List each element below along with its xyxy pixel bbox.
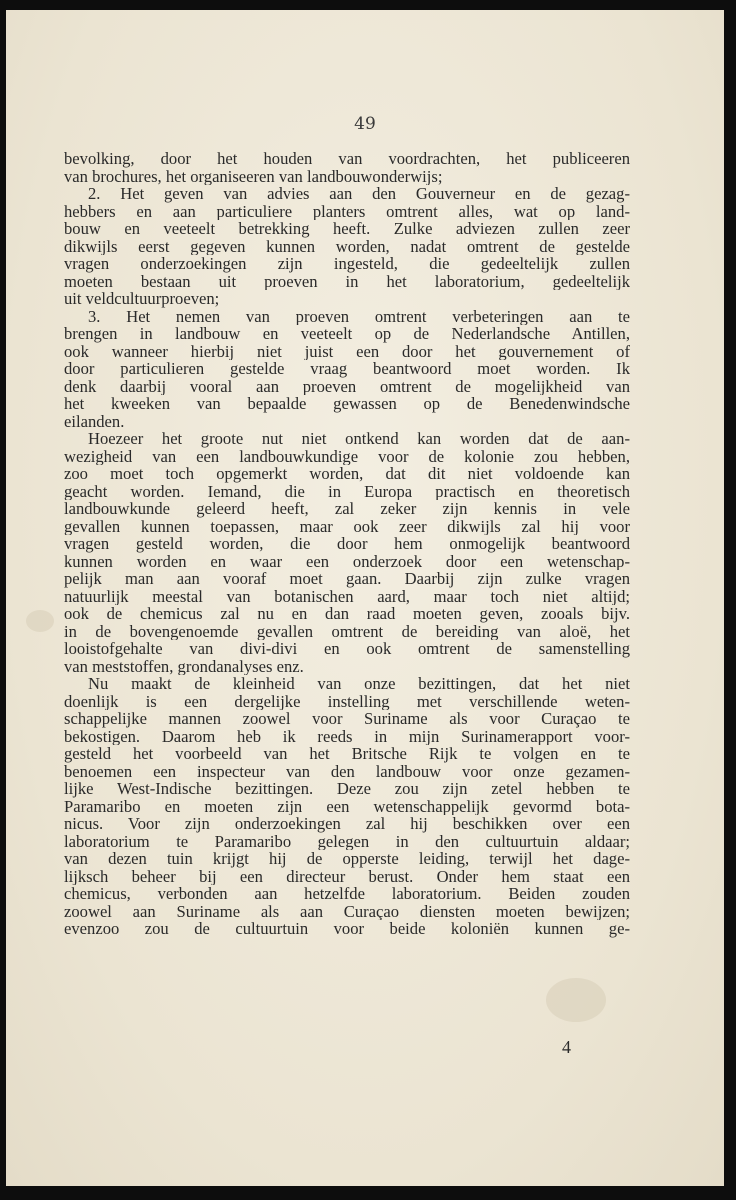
text-line: schappelijke mannen zoowel voor Suriname als voor Curaçao te — [64, 710, 630, 728]
text-line: nicus. Voor zijn onderzoekingen zal hij beschikken over een — [64, 815, 630, 833]
text-line: van brochures, het organiseeren van landbouwonderwijs; — [64, 167, 443, 185]
text-line: eilanden. — [64, 412, 125, 430]
text-line: denk daarbij vooral aan proeven omtrent de mogelijkheid van — [64, 377, 630, 395]
text-line: benoemen een inspecteur van den landbouw voor onze gezamen- — [64, 762, 630, 780]
signature-mark: 4 — [562, 1037, 571, 1057]
text-line: natuurlijk meestal van botanischen aard, maar toch niet altijd; — [64, 587, 630, 605]
text-line: Hoezeer het groote nut niet ontkend kan worden dat de aan- — [88, 430, 630, 448]
text-line: lijke West-Indische bezittingen. Deze zou zijn zetel hebben te — [64, 780, 630, 798]
text-line: looistofgehalte van divi-divi en ook omtrent de samenstelling — [64, 640, 630, 658]
text-line: in de bovengenoemde gevallen omtrent de bereiding van aloë, het — [64, 622, 630, 640]
text-line: landbouwkunde geleerd heeft, zal zeker zijn kennis in vele — [64, 500, 630, 518]
text-line: moeten bestaan uit proeven in het laboratorium, gedeeltelijk — [64, 272, 630, 290]
text-line: gevallen kunnen toepassen, maar ook zeer dikwijls zal hij voor — [64, 517, 630, 535]
text-line: lijksch beheer bij een directeur berust. Onder hem staat een — [64, 867, 630, 885]
book-page — [6, 10, 724, 1186]
text-line: dikwijls eerst gegeven kunnen worden, nadat omtrent de gestelde — [64, 237, 630, 255]
text-line: wezigheid van een landbouwkundige voor de kolonie zou hebben, — [64, 447, 630, 465]
text-line: Paramaribo en moeten zijn een wetenschappelijk gevormd bota- — [64, 797, 630, 815]
text-line: bekostigen. Daarom heb ik reeds in mijn Surinamerapport voor- — [64, 727, 630, 745]
text-line: bevolking, door het houden van voordrachten, het publiceeren — [64, 150, 630, 168]
text-line: gesteld het voorbeeld van het Britsche Rijk te volgen en te — [64, 745, 630, 763]
text-line: 2. Het geven van advies aan den Gouverneur en de gezag- — [88, 185, 630, 203]
text-line: 3. Het nemen van proeven omtrent verbeteringen aan te — [88, 307, 630, 325]
text-line: door particulieren gestelde vraag beantwoord moet worden. Ik — [64, 360, 630, 378]
text-line: zoowel aan Suriname als aan Curaçao diensten moeten bewijzen; — [64, 902, 630, 920]
text-line: pelijk man aan vooraf moet gaan. Daarbij zijn zulke vragen — [64, 570, 630, 588]
text-line: hebbers en aan particuliere planters omtrent alles, wat op land- — [64, 202, 630, 220]
paper-stain — [26, 610, 54, 632]
text-line: ook de chemicus zal nu en dan raad moeten geven, zooals bijv. — [64, 605, 630, 623]
text-line: vragen gesteld worden, die door hem onmogelijk beantwoord — [64, 535, 630, 553]
text-line: geacht worden. Iemand, die in Europa practisch en theoretisch — [64, 482, 630, 500]
paper-stain — [546, 978, 606, 1022]
text-line: ook wanneer hierbij niet juist een door het gouvernement of — [64, 342, 630, 360]
text-line: kunnen worden en waar een onderzoek door een wetenschap- — [64, 552, 630, 570]
text-line: vragen onderzoekingen zijn ingesteld, die gedeeltelijk zullen — [64, 255, 630, 273]
text-line: evenzoo zou de cultuurtuin voor beide koloniën kunnen ge- — [64, 920, 630, 938]
text-line: zoo moet toch opgemerkt worden, dat dit niet voldoende kan — [64, 465, 630, 483]
text-line: chemicus, verbonden aan hetzelfde laboratorium. Beiden zouden — [64, 885, 630, 903]
body-text — [64, 150, 630, 938]
text-line: bouw en veeteelt betrekking heeft. Zulke adviezen zullen zeer — [64, 220, 630, 238]
text-line: van dezen tuin krijgt hij de opperste leiding, terwijl het dage- — [64, 850, 630, 868]
text-line: het kweeken van bepaalde gewassen op de Benedenwindsche — [64, 395, 630, 413]
text-line: Nu maakt de kleinheid van onze bezittingen, dat het niet — [88, 675, 630, 693]
text-line: brengen in landbouw en veeteelt op de Nederlandsche Antillen, — [64, 325, 630, 343]
page-number: 49 — [354, 114, 376, 134]
text-line: doenlijk is een dergelijke instelling met verschillende weten- — [64, 692, 630, 710]
text-line: van meststoffen, grondanalyses enz. — [64, 657, 304, 675]
text-line: uit veldcultuurproeven; — [64, 290, 220, 308]
text-line: laboratorium te Paramaribo gelegen in den cultuurtuin aldaar; — [64, 832, 630, 850]
